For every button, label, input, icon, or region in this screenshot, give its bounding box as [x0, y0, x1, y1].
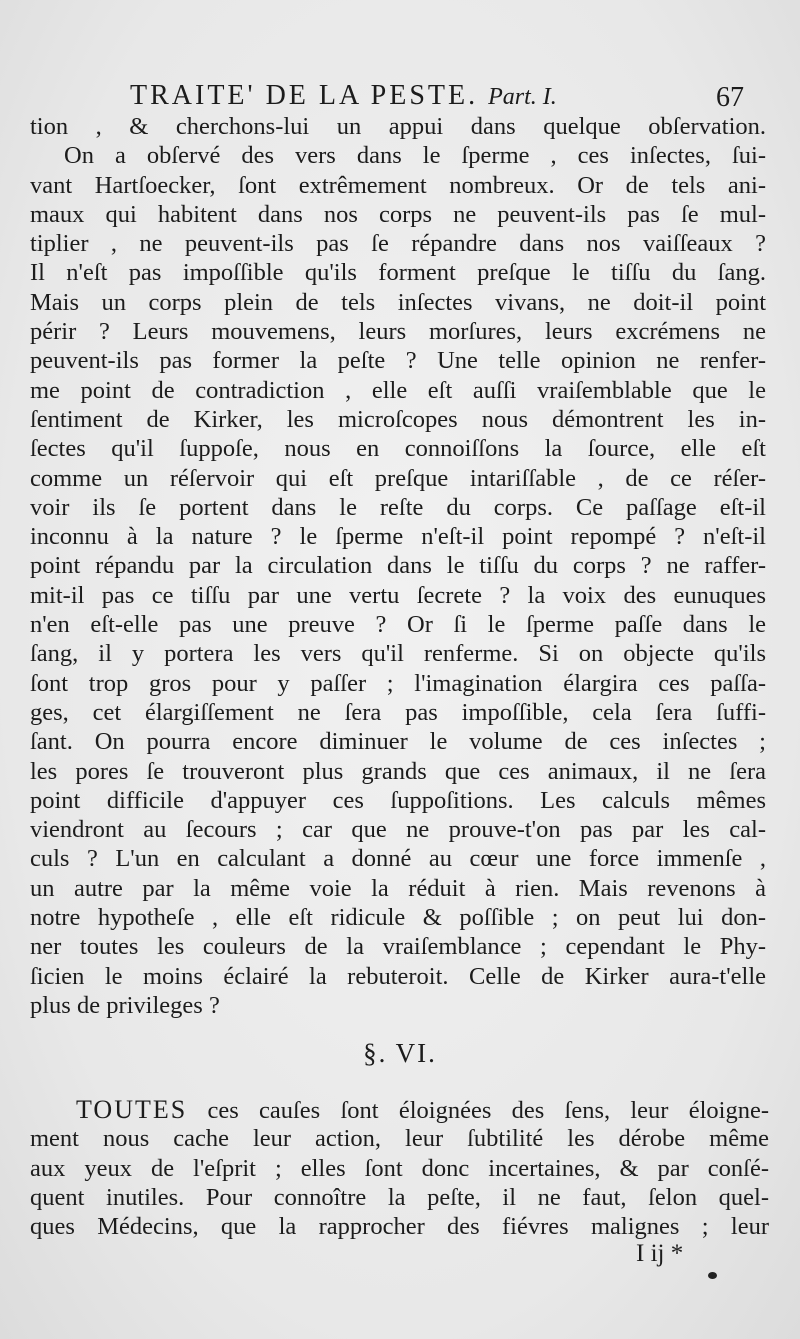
running-title-text: TRAITE' DE LA PESTE. — [130, 80, 479, 111]
text-line: ſentiment de Kirker, les microſcopes nous démontrent les in- — [30, 405, 766, 433]
text-line: viendront au ſecours ; car que ne prouve-t'on pas par les cal- — [30, 816, 766, 844]
text-line: mit-il pas ce tiſſu par une vertu ſecrete ? la voix des eunuques — [30, 581, 766, 609]
text-line: quent inutiles. Pour connoître la peſte, il ne faut, ſelon quel- — [30, 1183, 769, 1211]
text-line: point répandu par la circulation dans le tiſſu du corps ? ne raffer- — [30, 552, 766, 580]
page-number: 67 — [716, 82, 744, 113]
text-line: Il n'eſt pas impoſſible qu'ils forment preſque le tiſſu du ſang. — [30, 259, 766, 287]
text-line: peuvent-ils pas former la peſte ? Une telle opinion ne renfer- — [30, 347, 766, 375]
text-line: ges, cet élargiſſement ne ſera pas impoſſible, cela ſera ſuffi- — [30, 698, 766, 726]
text-line: point difficile d'appuyer ces ſuppoſitions. Les calculs mêmes — [30, 786, 766, 814]
text-line: tion , & cherchons-lui un appui dans quelque obſervation. — [30, 113, 766, 140]
text-line: ſont trop gros pour y paſſer ; l'imagination élargira ces paſſa- — [30, 669, 766, 697]
text-line: comme un réſervoir qui eſt preſque intariſſable , de ce réſer- — [30, 464, 766, 492]
text-line: inconnu à la nature ? le ſperme n'eſt-il point repompé ? n'eſt-il — [30, 523, 766, 551]
text-line: tiplier , ne peuvent-ils pas ſe répandre dans nos vaiſſeaux ? — [30, 230, 766, 258]
text-line: On a obſervé des vers dans le ſperme , ces inſectes, ſui- — [64, 142, 766, 170]
text-line: ſang, il y portera les vers qu'il renferme. Si on objecte qu'ils — [30, 640, 766, 668]
text-line: notre hypotheſe , elle eſt ridicule & poſſible ; on peut lui don- — [30, 904, 766, 932]
text-line: ment nous cache leur action, leur ſubtilité les dérobe même — [30, 1125, 769, 1153]
paragraph-main — [30, 112, 766, 1020]
text-line: ques Médecins, que la rapprocher des fiévres malignes ; leur — [30, 1213, 769, 1241]
text-line-rest: ces cauſes ſont éloignées des ſens, leur éloigne- — [187, 1097, 769, 1124]
text-line: plus de privileges ? — [30, 991, 220, 1019]
text-line: les pores ſe trouveront plus grands que ces animaux, il ne ſera — [30, 757, 766, 785]
text-line: ſicien le moins éclairé la rebuteroit. Celle de Kirker aura-t'elle — [30, 962, 766, 990]
text-line — [76, 1095, 769, 1124]
text-line: aux yeux de l'eſprit ; elles ſont donc incertaines, & par conſé- — [30, 1154, 769, 1182]
text-line: culs ? L'un en calculant a donné au cœur une force immenſe , — [30, 845, 766, 873]
text-line: Mais un corps plein de tels inſectes vivans, ne doit-il point — [30, 288, 766, 316]
ink-dot — [708, 1272, 717, 1279]
drop-word: TOUTES — [76, 1095, 188, 1124]
part-label: Part. I. — [488, 84, 557, 110]
text-line: voir ils ſe portent dans le reſte du corps. Ce paſſage eſt-il — [30, 493, 766, 521]
text-line: ſant. On pourra encore diminuer le volume de ces inſectes ; — [30, 728, 766, 756]
running-title — [130, 80, 557, 112]
text-line: vant Hartſoecker, ſont extrêmement nombreux. Or de tels ani- — [30, 171, 766, 199]
text-line: maux qui habitent dans nos corps ne peuvent-ils pas ſe mul- — [30, 200, 766, 228]
section-heading: §. VI. — [363, 1038, 437, 1068]
paragraph-section-six — [30, 1095, 769, 1241]
text-line: n'en eſt-elle pas une preuve ? Or ſi le ſperme paſſe dans le — [30, 611, 766, 639]
text-line: ner toutes les couleurs de la vraiſemblance ; cependant le Phy- — [30, 933, 766, 961]
text-line: périr ? Leurs mouvemens, leurs morſures, leurs excrémens ne — [30, 318, 766, 346]
text-line: me point de contradiction , elle eſt auſſi vraiſemblable que le — [30, 376, 766, 404]
text-line: un autre par la même voie la réduit à rien. Mais revenons à — [30, 874, 766, 902]
text-line: ſectes qu'il ſuppoſe, nous en connoiſſons la ſource, elle eſt — [30, 435, 766, 463]
signature-mark: I ij * — [636, 1240, 684, 1267]
